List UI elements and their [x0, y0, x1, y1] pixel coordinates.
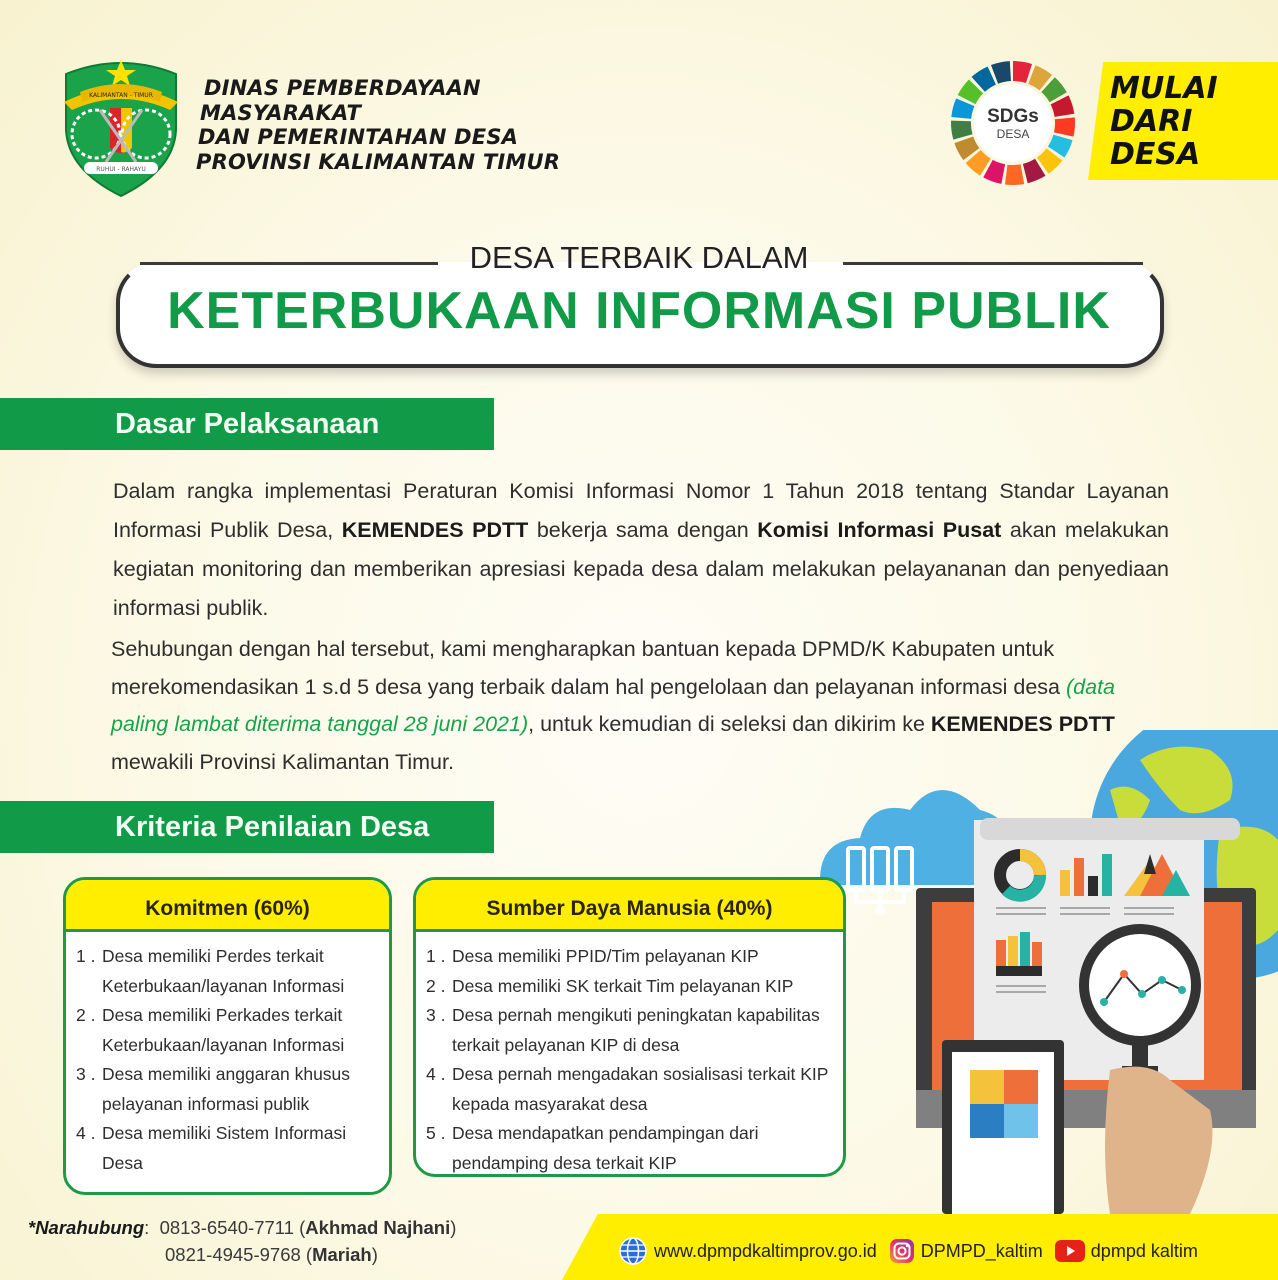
- instagram-icon: [889, 1238, 915, 1264]
- org-line-4: PROVINSI KALIMANTAN TIMUR: [196, 149, 561, 174]
- section-heading-dasar: Dasar Pelaksanaan: [0, 398, 494, 450]
- kalimantan-timur-emblem-icon: [58, 52, 184, 198]
- page-title: KETERBUKAAN INFORMASI PUBLIK: [167, 282, 1111, 340]
- social-links: [618, 1236, 1198, 1266]
- title-subtitle: DESA TERBAIK DALAM: [469, 240, 809, 275]
- youtube-channel: dpmpd kaltim: [1090, 1240, 1198, 1261]
- provincial-emblem: [58, 52, 184, 198]
- svg-text:KALIMANTAN - TIMUR: KALIMANTAN - TIMUR: [89, 92, 153, 99]
- contact-row-1: *Narahubung: 0813-6540-7711 (Akhmad Najhani): [28, 1217, 457, 1238]
- contact-name: Akhmad Najhani: [305, 1217, 451, 1238]
- list-item: 2 . Desa memiliki SK terkait Tim pelayanan KIP: [426, 975, 794, 996]
- instagram-handle: DPMPD_kaltim: [920, 1240, 1043, 1261]
- contact-row-2: 0821-4945-9768 (Mariah): [165, 1244, 378, 1265]
- list-item: 1 . Desa memiliki PPID/Tim pelayanan KIP: [426, 946, 759, 966]
- dasar-paragraph-1: Dalam rangka implementasi Peraturan Komisi Informasi Nomor 1 Tahun 2018 tentang Standar Layanan Informasi Publik Desa, KEMENDES PDTT bekerja sama dengan Komisi Informasi Pusat akan melakukan kegiatan monitoring dan memberikan apresiasi kepada desa dalam melakukan pelayananan dan penyediaan informasi publik.: [113, 479, 1170, 620]
- contact-name: Mariah: [312, 1244, 372, 1265]
- contact-phone[interactable]: 0813-6540-7711: [159, 1217, 294, 1238]
- sdgs-subtitle: DESA: [996, 127, 1030, 141]
- youtube-link[interactable]: [1055, 1240, 1198, 1262]
- criteria-list: [416, 932, 843, 1177]
- criteria-card-komitmen: [63, 877, 392, 1195]
- contact-phone[interactable]: 0821-4945-9768: [165, 1244, 301, 1265]
- list-item: 4 . Desa memiliki Sistem Informasi Desa: [76, 1123, 347, 1173]
- list-item: 3 . Desa pernah mengikuti peningkatan kapabilitas terkait pelayanan KIP di desa: [426, 1005, 820, 1055]
- instagram-link[interactable]: [889, 1238, 1043, 1264]
- org-line-3: DAN PEMERINTAHAN DESA: [198, 125, 519, 149]
- list-item: 1 . Desa memiliki Perdes terkait Keterbukaan/layanan Informasi: [76, 946, 345, 996]
- criteria-list: [66, 932, 389, 1178]
- criteria-card-title: Komitmen (60%): [66, 880, 389, 932]
- slogan-text: [1110, 72, 1218, 171]
- svg-text:RUHUI - RAHAYU: RUHUI - RAHAYU: [96, 166, 146, 173]
- data-analytics-illustration-icon: [810, 730, 1278, 1214]
- sdgs-desa-logo: [948, 58, 1078, 188]
- list-item: 3 . Desa memiliki anggaran khusus pelayanan informasi publik: [76, 1064, 351, 1114]
- slogan-line-2: DARI: [1110, 104, 1193, 139]
- deadline-note: data paling lambat diterima tanggal 28 juni 2021: [111, 674, 1116, 736]
- org-line-1: DINAS PEMBERDAYAAN: [204, 76, 481, 100]
- contact-info: [28, 1214, 456, 1268]
- organization-name: [196, 76, 560, 174]
- section-heading-kriteria: Kriteria Penilaian Desa: [0, 801, 494, 853]
- org-line-2: MASYARAKAT: [200, 100, 361, 125]
- list-item: 5 . Desa mendapatkan pendampingan dari pendamping desa terkait KIP: [426, 1123, 759, 1173]
- contact-label: *Narahubung: [28, 1217, 145, 1238]
- criteria-card-title: Sumber Daya Manusia (40%): [416, 880, 843, 932]
- slogan-line-1: MULAI: [1110, 71, 1218, 106]
- sdgs-title: SDGs: [987, 106, 1039, 127]
- dasar-paragraph-2: Sehubungan dengan hal tersebut, kami mengharapkan bantuan kepada DPMD/K Kabupaten untuk merekomendasikan 1 s.d 5 desa yang terbaik dalam hal pengelolaan dan pelayanan informasi desa (data paling lambat diterima tanggal 28 juni 2021), untuk kemudian di seleksi dan dikirim ke KEMENDES PDTT mewakili Provinsi Kalimantan Timur.: [111, 637, 1116, 774]
- website-link[interactable]: [618, 1236, 877, 1266]
- analytics-illustration: [810, 730, 1278, 1214]
- list-item: 2 . Desa memiliki Perkades terkait Keterbukaan/layanan Informasi: [76, 1005, 345, 1055]
- criteria-card-sdm: [413, 877, 846, 1177]
- globe-icon: [618, 1236, 648, 1266]
- list-item: 4 . Desa pernah mengadakan sosialisasi terkait KIP kepada masyarakat desa: [426, 1064, 829, 1114]
- slogan-line-3: DESA: [1110, 137, 1201, 172]
- youtube-icon: [1055, 1240, 1085, 1262]
- website-url: www.dpmpdkaltimprov.go.id: [654, 1240, 877, 1261]
